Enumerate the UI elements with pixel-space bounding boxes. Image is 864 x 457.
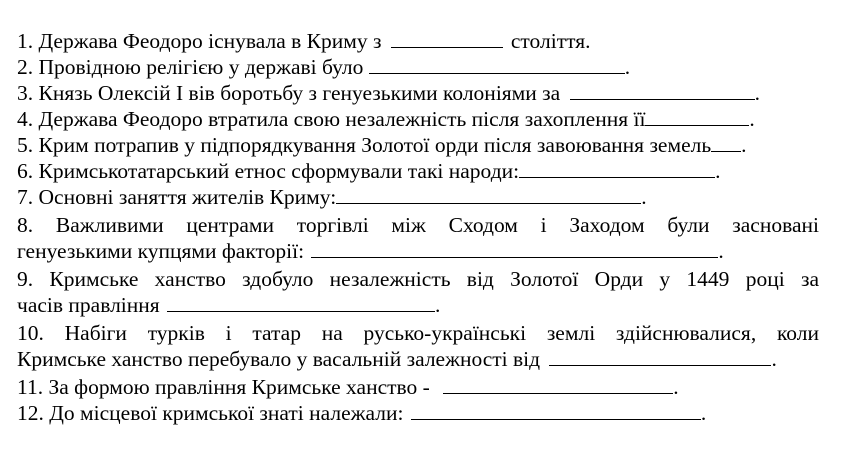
question-3 — [17, 80, 760, 106]
question-11-text: 11. За формою правління Кримське ханство - — [17, 375, 436, 399]
question-4 — [17, 106, 755, 132]
question-8-suffix: . — [718, 239, 724, 263]
question-12-text: 12. До місцевої кримської знаті належали: — [17, 401, 409, 425]
answer-blank-8[interactable] — [311, 239, 718, 258]
answer-blank-5[interactable] — [711, 133, 741, 152]
question-6-suffix: . — [715, 159, 721, 183]
question-9-line-2 — [17, 292, 440, 318]
question-6 — [17, 158, 721, 184]
question-2-suffix: . — [624, 55, 631, 79]
answer-blank-4[interactable] — [645, 107, 749, 126]
question-9-text: часів правління — [17, 293, 166, 317]
question-2 — [17, 54, 630, 80]
question-10-line-1: 10. Набіги турків і татар на русько-українські землі здійснювалися, коли — [17, 321, 819, 345]
question-1-suffix: століття. — [510, 29, 591, 53]
question-4-suffix: . — [749, 107, 755, 131]
answer-blank-9[interactable] — [167, 293, 435, 312]
question-11 — [17, 374, 679, 400]
question-8-line-1: 8. Важливими центрами торгівлі між Сходом і Заходом були засновані — [17, 213, 819, 237]
question-1 — [17, 28, 590, 54]
answer-blank-1[interactable] — [391, 29, 503, 48]
question-11-suffix: . — [673, 375, 679, 399]
question-8-line-2 — [17, 238, 724, 264]
question-9-suffix: . — [435, 293, 441, 317]
question-8-text: генуезькими купцями факторії: — [17, 239, 310, 263]
question-1-text: 1. Держава Феодоро існувала в Криму з — [17, 29, 387, 53]
question-5 — [17, 132, 747, 158]
question-7-suffix: . — [641, 185, 647, 209]
answer-blank-12[interactable] — [411, 401, 701, 420]
question-12-suffix: . — [700, 401, 707, 425]
answer-blank-6[interactable] — [519, 159, 715, 178]
answer-blank-11[interactable] — [443, 375, 673, 394]
answer-blank-3[interactable] — [570, 81, 755, 100]
question-9-line-1: 9. Кримське ханство здобуло незалежність від Золотої Орди у 1449 році за — [17, 267, 819, 291]
answer-blank-2[interactable] — [369, 55, 625, 74]
answer-blank-10[interactable] — [549, 347, 771, 366]
question-3-suffix: . — [754, 81, 760, 105]
question-5-suffix: . — [741, 133, 747, 157]
answer-blank-7[interactable] — [336, 185, 641, 204]
question-10-suffix: . — [771, 347, 777, 371]
question-10-line-2 — [17, 346, 777, 372]
question-10-text: Кримське ханство перебувало у васальній залежності від — [17, 347, 546, 371]
question-7-text: 7. Основні заняття жителів Криму: — [17, 185, 337, 209]
question-5-text: 5. Крим потрапив у підпорядкування Золотої орди після завоювання земель — [17, 133, 712, 157]
question-7 — [17, 184, 647, 210]
question-6-text: 6. Кримськотатарський етнос сформували такі народи: — [17, 159, 520, 183]
question-12 — [17, 400, 706, 426]
question-4-text: 4. Держава Феодоро втратила свою незалежність після захоплення її — [17, 107, 646, 131]
question-3-text: 3. Князь Олексій І вів боротьбу з генуезькими колоніями за — [17, 81, 566, 105]
question-2-text: 2. Провідною релігією у державі було — [17, 55, 369, 79]
